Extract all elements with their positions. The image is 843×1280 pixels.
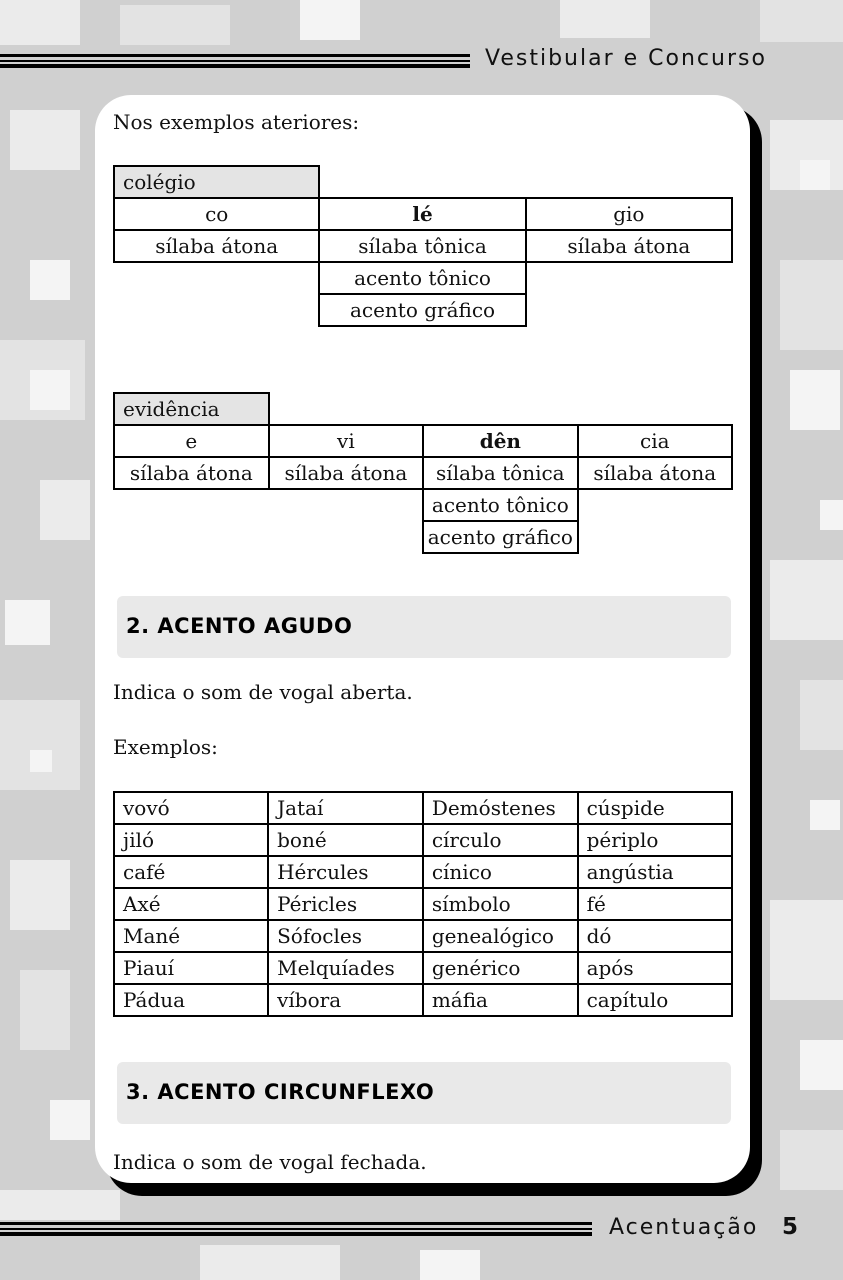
syllable-table-evidencia	[113, 392, 733, 554]
word-cell: capítulo	[578, 984, 732, 1016]
header-rule	[0, 54, 470, 68]
word-cell: Péricles	[268, 888, 423, 920]
word-label: colégio	[114, 166, 319, 198]
word-cell: Mané	[114, 920, 268, 952]
word-cell: vovó	[114, 792, 268, 824]
page-number: 5	[782, 1214, 799, 1240]
table-row	[114, 856, 732, 888]
word-cell: genérico	[423, 952, 578, 984]
intro-text: Nos exemplos ateriores:	[113, 110, 360, 134]
word-cell: café	[114, 856, 268, 888]
word-cell: angústia	[578, 856, 732, 888]
tonic-syllable-cell: lé	[319, 198, 525, 230]
word-cell: víbora	[268, 984, 423, 1016]
section-heading: 2. ACENTO AGUDO	[126, 614, 353, 638]
accent-note-cell: acento gráfico	[319, 294, 525, 326]
examples-label: Exemplos:	[113, 735, 218, 759]
section-banner-acento-circunflexo	[117, 1062, 731, 1124]
word-cell: Jataí	[268, 792, 423, 824]
word-cell: Melquíades	[268, 952, 423, 984]
accent-note-cell: acento tônico	[423, 489, 577, 521]
chapter-title: Acentuação	[609, 1215, 759, 1240]
word-cell: Axé	[114, 888, 268, 920]
table-row	[114, 888, 732, 920]
syllable-cell: gio	[526, 198, 732, 230]
syllable-table-colegio	[113, 165, 733, 327]
section-description: Indica o som de vogal fechada.	[113, 1150, 427, 1174]
syllable-cell: vi	[269, 425, 423, 457]
word-cell: cínico	[423, 856, 578, 888]
section-heading: 3. ACENTO CIRCUNFLEXO	[126, 1080, 435, 1104]
accent-note-cell: acento gráfico	[423, 521, 577, 553]
syllable-type-cell: sílaba tônica	[423, 457, 577, 489]
syllable-type-cell: sílaba átona	[269, 457, 423, 489]
word-cell: Demóstenes	[423, 792, 578, 824]
examples-table	[113, 791, 733, 1017]
word-cell: máfia	[423, 984, 578, 1016]
word-cell: Hércules	[268, 856, 423, 888]
section-description: Indica o som de vogal aberta.	[113, 680, 413, 704]
syllable-type-cell: sílaba átona	[578, 457, 732, 489]
word-cell: Sófocles	[268, 920, 423, 952]
word-cell: genealógico	[423, 920, 578, 952]
word-cell: périplo	[578, 824, 732, 856]
syllable-type-cell: sílaba átona	[114, 457, 269, 489]
syllable-cell: co	[114, 198, 319, 230]
word-cell: boné	[268, 824, 423, 856]
book-title: Vestibular e Concurso	[485, 46, 767, 71]
word-cell: fé	[578, 888, 732, 920]
table-row	[114, 952, 732, 984]
table-row	[114, 920, 732, 952]
section-banner-acento-agudo	[117, 596, 731, 658]
footer-rule	[0, 1222, 592, 1236]
word-cell: após	[578, 952, 732, 984]
word-label: evidência	[114, 393, 269, 425]
word-cell: jiló	[114, 824, 268, 856]
syllable-type-cell: sílaba átona	[114, 230, 319, 262]
syllable-type-cell: sílaba átona	[526, 230, 732, 262]
word-cell: Piauí	[114, 952, 268, 984]
word-cell: círculo	[423, 824, 578, 856]
word-cell: símbolo	[423, 888, 578, 920]
word-cell: Pádua	[114, 984, 268, 1016]
syllable-type-cell: sílaba tônica	[319, 230, 525, 262]
syllable-cell: e	[114, 425, 269, 457]
table-row	[114, 824, 732, 856]
word-cell: dó	[578, 920, 732, 952]
tonic-syllable-cell: dên	[423, 425, 577, 457]
syllable-cell: cia	[578, 425, 732, 457]
table-row	[114, 984, 732, 1016]
word-cell: cúspide	[578, 792, 732, 824]
accent-note-cell: acento tônico	[319, 262, 525, 294]
table-row	[114, 792, 732, 824]
